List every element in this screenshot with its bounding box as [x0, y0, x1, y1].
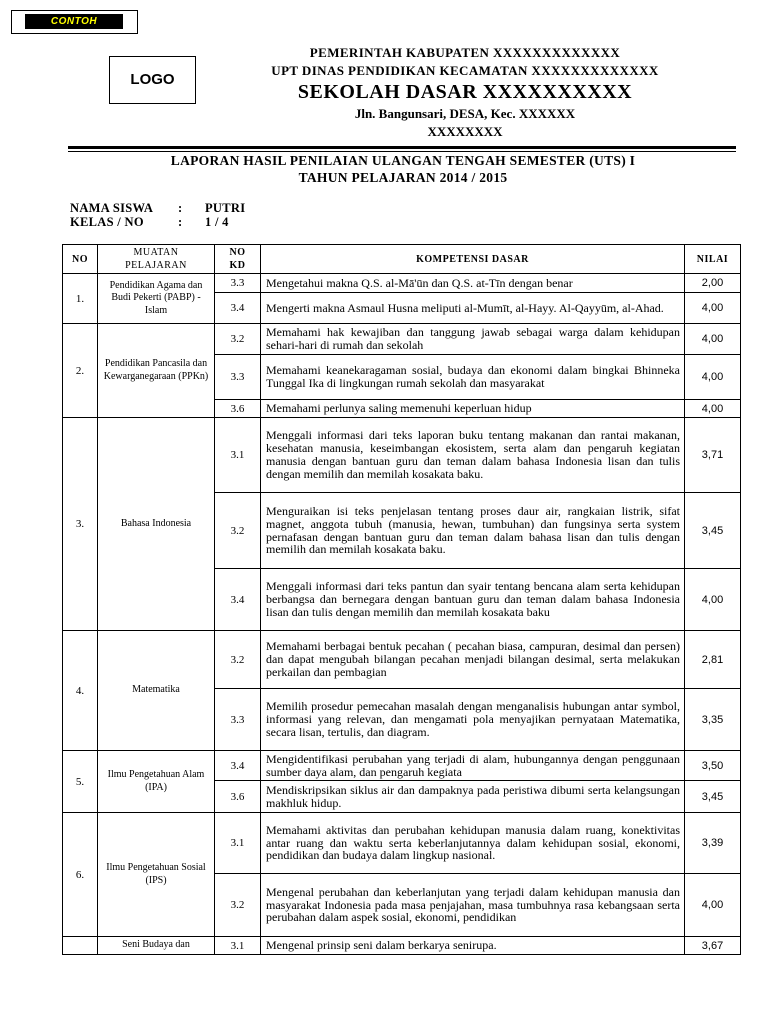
header-government: PEMERINTAH KABUPATEN XXXXXXXXXXXXX — [309, 45, 621, 60]
subject-name: Pendidikan Pancasila dan Kewarganegaraan (PPKn) — [98, 324, 215, 418]
kd-number: 3.3 — [215, 355, 261, 400]
header-no: NO — [63, 245, 98, 274]
subject-number: 4. — [63, 631, 98, 751]
subject-number: 2. — [63, 324, 98, 418]
score-value: 3,50 — [685, 751, 741, 781]
competency-description: Mengenal prinsip seni dalam berkarya senirupa. — [261, 937, 685, 955]
header-divider-thin — [68, 151, 736, 152]
subject-name: Matematika — [98, 631, 215, 751]
competency-description: Mengerti makna Asmaul Husna meliputi al-Mumīt, al-Hayy. Al-Qayyūm, al-Ahad. — [261, 293, 685, 324]
header-kd-line2: KD — [229, 260, 246, 271]
header-score: NILAI — [685, 245, 741, 274]
header-school-name: SEKOLAH DASAR XXXXXXXXXX — [297, 81, 633, 103]
subject-name: Seni Budaya dan — [98, 937, 215, 955]
student-name-label: NAMA SISWA — [70, 201, 154, 215]
contoh-badge-frame — [11, 10, 138, 34]
kd-number: 3.4 — [215, 569, 261, 631]
student-class-value: 1 / 4 — [205, 215, 229, 229]
kd-number: 3.4 — [215, 751, 261, 781]
table-header-row — [63, 245, 741, 274]
subject-number: 3. — [63, 418, 98, 631]
competency-description: Menggali informasi dari teks laporan buku tentang makanan dan rantai makanan, kesehatan manusia, keseimbangan ekosistem, serta alam dan pengaruh kegiatan manusia dengan bantuan guru dan teman dalam bahasa Indonesia lisan dan tulis dengan memilih dan memilah kosakata baku. — [261, 418, 685, 493]
competency-description: Mendiskripsikan siklus air dan dampaknya pada peristiwa dibumi serta kelangsungan makhluk hidup. — [261, 781, 685, 813]
report-title: LAPORAN HASIL PENILAIAN ULANGAN TENGAH SEMESTER (UTS) I — [170, 153, 636, 168]
score-value: 3,39 — [685, 813, 741, 874]
subject-number — [63, 937, 98, 955]
score-value: 4,00 — [685, 355, 741, 400]
kd-number: 3.2 — [215, 874, 261, 937]
competency-description: Memilih prosedur pemecahan masalah dengan menganalisis hubungan antar symbol, informasi yang relevan, dan mengamati pola menyajikan pernyataan Matematika, secara lisan, tertulis, dan diagram. — [261, 689, 685, 751]
score-value: 4,00 — [685, 324, 741, 355]
competency-description: Memahami keanekaragaman sosial, budaya dan ekonomi dalam bingkai Bhinneka Tunggal Ika di lingkungan rumah sekolah dan masyarakat — [261, 355, 685, 400]
subject-name: Bahasa Indonesia — [98, 418, 215, 631]
subject-name: Pendidikan Agama dan Budi Pekerti (PABP) - Islam — [98, 274, 215, 324]
competency-description: Menguraikan isi teks penjelasan tentang proses daur air, rangkaian listrik, sifat magnet, anggota tubuh (manusia, hewan, tumbuhan) dan fungsinya serta system pernafasan dengan bantuan guru dan teman dalam bahasa lisan dan tulis dengan memilih dan memilah kosakata baku. — [261, 493, 685, 569]
logo-placeholder: LOGO — [109, 56, 196, 104]
student-name-value: PUTRI — [205, 201, 246, 215]
score-value: 4,00 — [685, 293, 741, 324]
header-department: UPT DINAS PENDIDIKAN KECAMATAN XXXXXXXXXXXXX — [271, 63, 659, 78]
kd-number: 3.6 — [215, 400, 261, 418]
kd-number: 3.2 — [215, 324, 261, 355]
competency-description: Mengenal perubahan dan keberlanjutan yang terjadi dalam kehidupan manusia dan masyarakat Indonesia pada masa penjajahan, masa tumbuhnya rasa kebangsaan serta perubahan dalam aspek sosial, ekonomi, pendidikan — [261, 874, 685, 937]
subject-number: 6. — [63, 813, 98, 937]
kd-number: 3.2 — [215, 493, 261, 569]
subject-number: 5. — [63, 751, 98, 813]
student-class-label: KELAS / NO — [70, 215, 144, 229]
header-divider-thick — [68, 146, 736, 149]
table-row — [63, 751, 741, 781]
student-class-colon: : — [178, 215, 183, 229]
competency-description: Memahami berbagai bentuk pecahan ( pecahan biasa, campuran, desimal dan persen) dan dapat mengubah bilangan pecahan menjadi bilangan desimal, serta melakukan perkailan dan pembagian — [261, 631, 685, 689]
kd-number: 3.2 — [215, 631, 261, 689]
competency-description: Mengetahui makna Q.S. al-Mā'ūn dan Q.S. at-Tīn dengan benar — [261, 274, 685, 293]
kd-number: 3.1 — [215, 937, 261, 955]
kd-number: 3.4 — [215, 293, 261, 324]
header-address: Jln. Bangunsari, DESA, Kec. XXXXXX — [354, 106, 576, 121]
table-row — [63, 418, 741, 493]
score-value: 3,45 — [685, 781, 741, 813]
competency-description: Memahami aktivitas dan perubahan kehidupan manusia dalam ruang, konektivitas antar ruang dan waktu serta keberlanjutannya dalam kehidupan sosial, ekonomi, pendidikan dan budaya dalam lingkup nasional. — [261, 813, 685, 874]
grades-table — [62, 244, 741, 955]
table-row — [63, 324, 741, 355]
kd-number: 3.1 — [215, 418, 261, 493]
header-subject-line1: MUATAN — [133, 247, 179, 258]
subject-name: Ilmu Pengetahuan Sosial (IPS) — [98, 813, 215, 937]
competency-description: Mengidentifikasi perubahan yang terjadi di alam, hubungannya dengan penggunaan sumber daya alam, dan pengaruh kegiata — [261, 751, 685, 781]
score-value: 2,00 — [685, 274, 741, 293]
subject-name: Ilmu Pengetahuan Alam (IPA) — [98, 751, 215, 813]
score-value: 3,35 — [685, 689, 741, 751]
table-row — [63, 274, 741, 293]
kd-number: 3.1 — [215, 813, 261, 874]
report-year: TAHUN PELAJARAN 2014 / 2015 — [298, 170, 508, 185]
competency-description: Memahami hak kewajiban dan tanggung jawab sebagai warga dalam kehidupan sehari-hari di rumah dan sekolah — [261, 324, 685, 355]
grades-table-body — [63, 274, 741, 955]
score-value: 4,00 — [685, 400, 741, 418]
table-row — [63, 631, 741, 689]
competency-description: Memahami perlunya saling memenuhi keperluan hidup — [261, 400, 685, 418]
header-competency: KOMPETENSI DASAR — [261, 245, 685, 274]
subject-number: 1. — [63, 274, 98, 324]
header-kd-line1: NO — [229, 247, 246, 258]
kd-number: 3.3 — [215, 274, 261, 293]
header-subject — [98, 245, 215, 274]
header-kd — [215, 245, 261, 274]
kd-number: 3.3 — [215, 689, 261, 751]
score-value: 3,45 — [685, 493, 741, 569]
score-value: 3,67 — [685, 937, 741, 955]
header-subject-line2: PELAJARAN — [125, 260, 187, 271]
score-value: 3,71 — [685, 418, 741, 493]
score-value: 2,81 — [685, 631, 741, 689]
contoh-badge: CONTOH — [25, 14, 123, 29]
score-value: 4,00 — [685, 569, 741, 631]
kd-number: 3.6 — [215, 781, 261, 813]
student-name-colon: : — [178, 201, 183, 215]
competency-description: Menggali informasi dari teks pantun dan syair tentang bencana alam serta kehidupan berbangsa dan bernegara dengan bantuan guru dan teman dalam bahasa Indonesia lisan dan tulis dengan memilih dan memilah kosakata baku — [261, 569, 685, 631]
table-row — [63, 937, 741, 955]
table-row — [63, 813, 741, 874]
header-address-line2: XXXXXXXX — [427, 124, 503, 139]
score-value: 4,00 — [685, 874, 741, 937]
